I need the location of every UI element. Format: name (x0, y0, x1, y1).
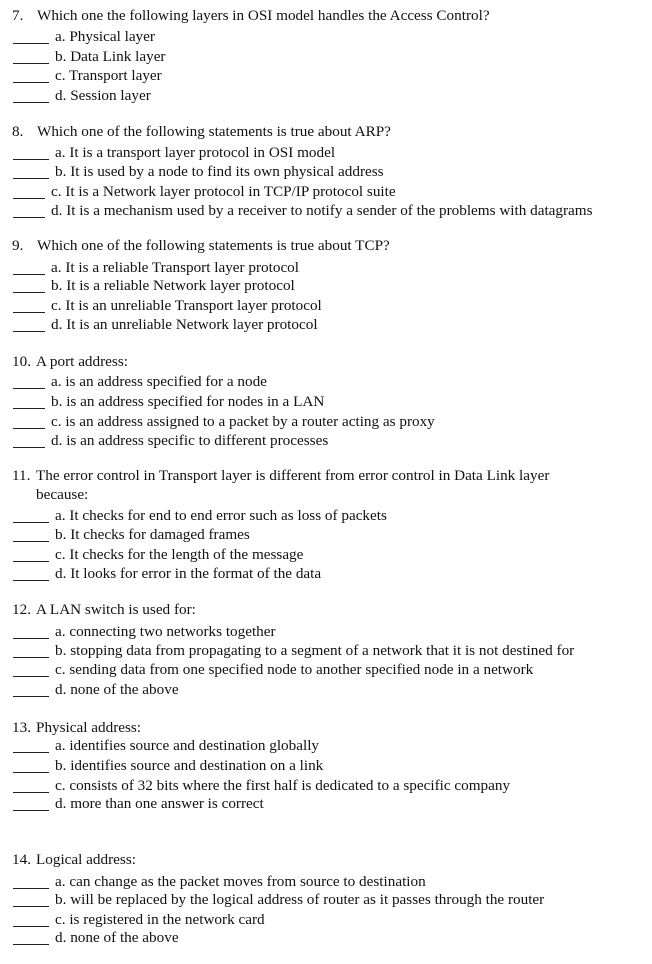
question-text: Physical address: (36, 719, 142, 736)
question-text: Which one of the following statements is true about TCP? (37, 237, 390, 254)
answer-option-text: b. Data Link layer (55, 48, 166, 65)
answer-option-text: a. identifies source and destination globally (55, 737, 320, 754)
answer-blank-line[interactable] (13, 522, 49, 523)
answer-option (0, 872, 652, 891)
answer-blank-line[interactable] (13, 82, 49, 83)
answer-blank-line[interactable] (13, 926, 49, 927)
answer-option-text: a. It is a transport layer protocol in OSI model (55, 144, 336, 161)
answer-option (0, 776, 652, 795)
answer-option (0, 928, 652, 947)
answer-option (0, 372, 652, 391)
answer-option (0, 660, 652, 679)
answer-blank-line[interactable] (13, 198, 45, 199)
question-text: A port address: (36, 353, 128, 370)
answer-option-text: a. It is a reliable Transport layer protocol (51, 259, 299, 276)
answer-option-text: b. stopping data from propagating to a segment of a network that it is not destined for (55, 642, 575, 659)
answer-option-text: c. It checks for the length of the message (55, 546, 304, 563)
question-text: because: (36, 486, 89, 503)
answer-blank-line[interactable] (13, 810, 49, 811)
question-number: 11. (12, 467, 31, 484)
answer-option (0, 622, 652, 641)
answer-option (0, 182, 652, 201)
question-number: 13. (12, 719, 31, 736)
question-stem (12, 122, 391, 141)
question-number: 12. (12, 601, 31, 618)
answer-blank-line[interactable] (13, 792, 49, 793)
answer-option-text: c. consists of 32 bits where the first half is dedicated to a specific company (55, 777, 511, 794)
answer-blank-line[interactable] (13, 388, 45, 389)
answer-option (0, 66, 652, 85)
question-text: A LAN switch is used for: (36, 601, 196, 618)
answer-option (0, 162, 652, 181)
answer-option-text: d. is an address specific to different processes (51, 432, 329, 449)
answer-option (0, 680, 652, 699)
answer-option-text: a. Physical layer (55, 28, 155, 45)
answer-blank-line[interactable] (13, 541, 49, 542)
question-stem-continued (12, 485, 88, 504)
answer-option-text: c. is registered in the network card (55, 911, 265, 928)
answer-blank-line[interactable] (13, 292, 45, 293)
answer-blank-line[interactable] (13, 696, 49, 697)
question-stem (12, 466, 549, 485)
answer-option-text: d. Session layer (55, 87, 151, 104)
question-text: The error control in Transport layer is different from error control in Data Link layer (36, 467, 550, 484)
question-stem (12, 236, 390, 255)
answer-option (0, 276, 652, 295)
answer-blank-line[interactable] (13, 159, 49, 160)
answer-option (0, 525, 652, 544)
answer-option-text: a. connecting two networks together (55, 623, 276, 640)
answer-option-text: d. none of the above (55, 929, 179, 946)
answer-blank-line[interactable] (13, 752, 49, 753)
answer-blank-line[interactable] (13, 102, 49, 103)
answer-option-text: b. identifies source and destination on a link (55, 757, 324, 774)
answer-option (0, 506, 652, 525)
answer-option (0, 86, 652, 105)
answer-option (0, 756, 652, 775)
question-number: 7. (12, 7, 24, 24)
answer-option-text: d. none of the above (55, 681, 179, 698)
answer-blank-line[interactable] (13, 43, 49, 44)
answer-blank-line[interactable] (13, 888, 49, 889)
answer-blank-line[interactable] (13, 331, 45, 332)
answer-option-text: d. It is an unreliable Network layer protocol (51, 316, 318, 333)
answer-option (0, 315, 652, 334)
answer-option (0, 890, 652, 909)
answer-option-text: b. It is a reliable Network layer protocol (51, 277, 295, 294)
answer-option (0, 47, 652, 66)
question-text: Which one the following layers in OSI model handles the Access Control? (37, 7, 490, 24)
answer-option-text: b. It is used by a node to find its own physical address (55, 163, 384, 180)
answer-blank-line[interactable] (13, 638, 49, 639)
answer-blank-line[interactable] (13, 312, 45, 313)
answer-option-text: d. It is a mechanism used by a receiver to notify a sender of the problems with datagrams (51, 202, 593, 219)
answer-option-text: d. It looks for error in the format of the data (55, 565, 322, 582)
answer-option-text: b. will be replaced by the logical address of router as it passes through the router (55, 891, 545, 908)
question-number: 8. (12, 123, 24, 140)
answer-option-text: c. sending data from one specified node to another specified node in a network (55, 661, 534, 678)
answer-option (0, 392, 652, 411)
answer-option (0, 910, 652, 929)
answer-blank-line[interactable] (13, 580, 49, 581)
answer-option (0, 564, 652, 583)
answer-blank-line[interactable] (13, 561, 49, 562)
answer-option (0, 641, 652, 660)
answer-blank-line[interactable] (13, 657, 49, 658)
answer-option-text: d. more than one answer is correct (55, 795, 264, 812)
question-text: Logical address: (36, 851, 136, 868)
question-stem (12, 352, 128, 371)
answer-option-text: c. is an address assigned to a packet by a router acting as proxy (51, 413, 435, 430)
question-number: 10. (12, 353, 31, 370)
answer-option (0, 412, 652, 431)
answer-option (0, 736, 652, 755)
answer-blank-line[interactable] (13, 63, 49, 64)
answer-option-text: b. is an address specified for nodes in a LAN (51, 393, 325, 410)
answer-blank-line[interactable] (13, 676, 49, 677)
question-stem (12, 718, 141, 737)
answer-option (0, 296, 652, 315)
answer-option (0, 258, 652, 277)
answer-blank-line[interactable] (13, 217, 45, 218)
answer-option (0, 794, 652, 813)
question-text: Which one of the following statements is true about ARP? (37, 123, 391, 140)
answer-blank-line[interactable] (13, 408, 45, 409)
answer-blank-line[interactable] (13, 178, 49, 179)
question-number: 9. (12, 237, 24, 254)
answer-option (0, 27, 652, 46)
answer-option-text: c. It is a Network layer protocol in TCP/IP protocol suite (51, 183, 396, 200)
answer-blank-line[interactable] (13, 906, 49, 907)
answer-option-text: a. is an address specified for a node (51, 373, 267, 390)
answer-blank-line[interactable] (13, 274, 45, 275)
answer-blank-line[interactable] (13, 428, 45, 429)
answer-option (0, 201, 652, 220)
answer-option-text: c. Transport layer (55, 67, 162, 84)
answer-blank-line[interactable] (13, 772, 49, 773)
answer-option (0, 545, 652, 564)
question-number: 14. (12, 851, 31, 868)
question-stem (12, 6, 490, 25)
answer-option-text: a. can change as the packet moves from source to destination (55, 873, 426, 890)
answer-option (0, 143, 652, 162)
answer-blank-line[interactable] (13, 447, 45, 448)
answer-blank-line[interactable] (13, 944, 49, 945)
question-stem (12, 600, 196, 619)
answer-option-text: c. It is an unreliable Transport layer protocol (51, 297, 322, 314)
answer-option (0, 431, 652, 450)
answer-option-text: b. It checks for damaged frames (55, 526, 250, 543)
question-stem (12, 850, 136, 869)
answer-option-text: a. It checks for end to end error such as loss of packets (55, 507, 387, 524)
